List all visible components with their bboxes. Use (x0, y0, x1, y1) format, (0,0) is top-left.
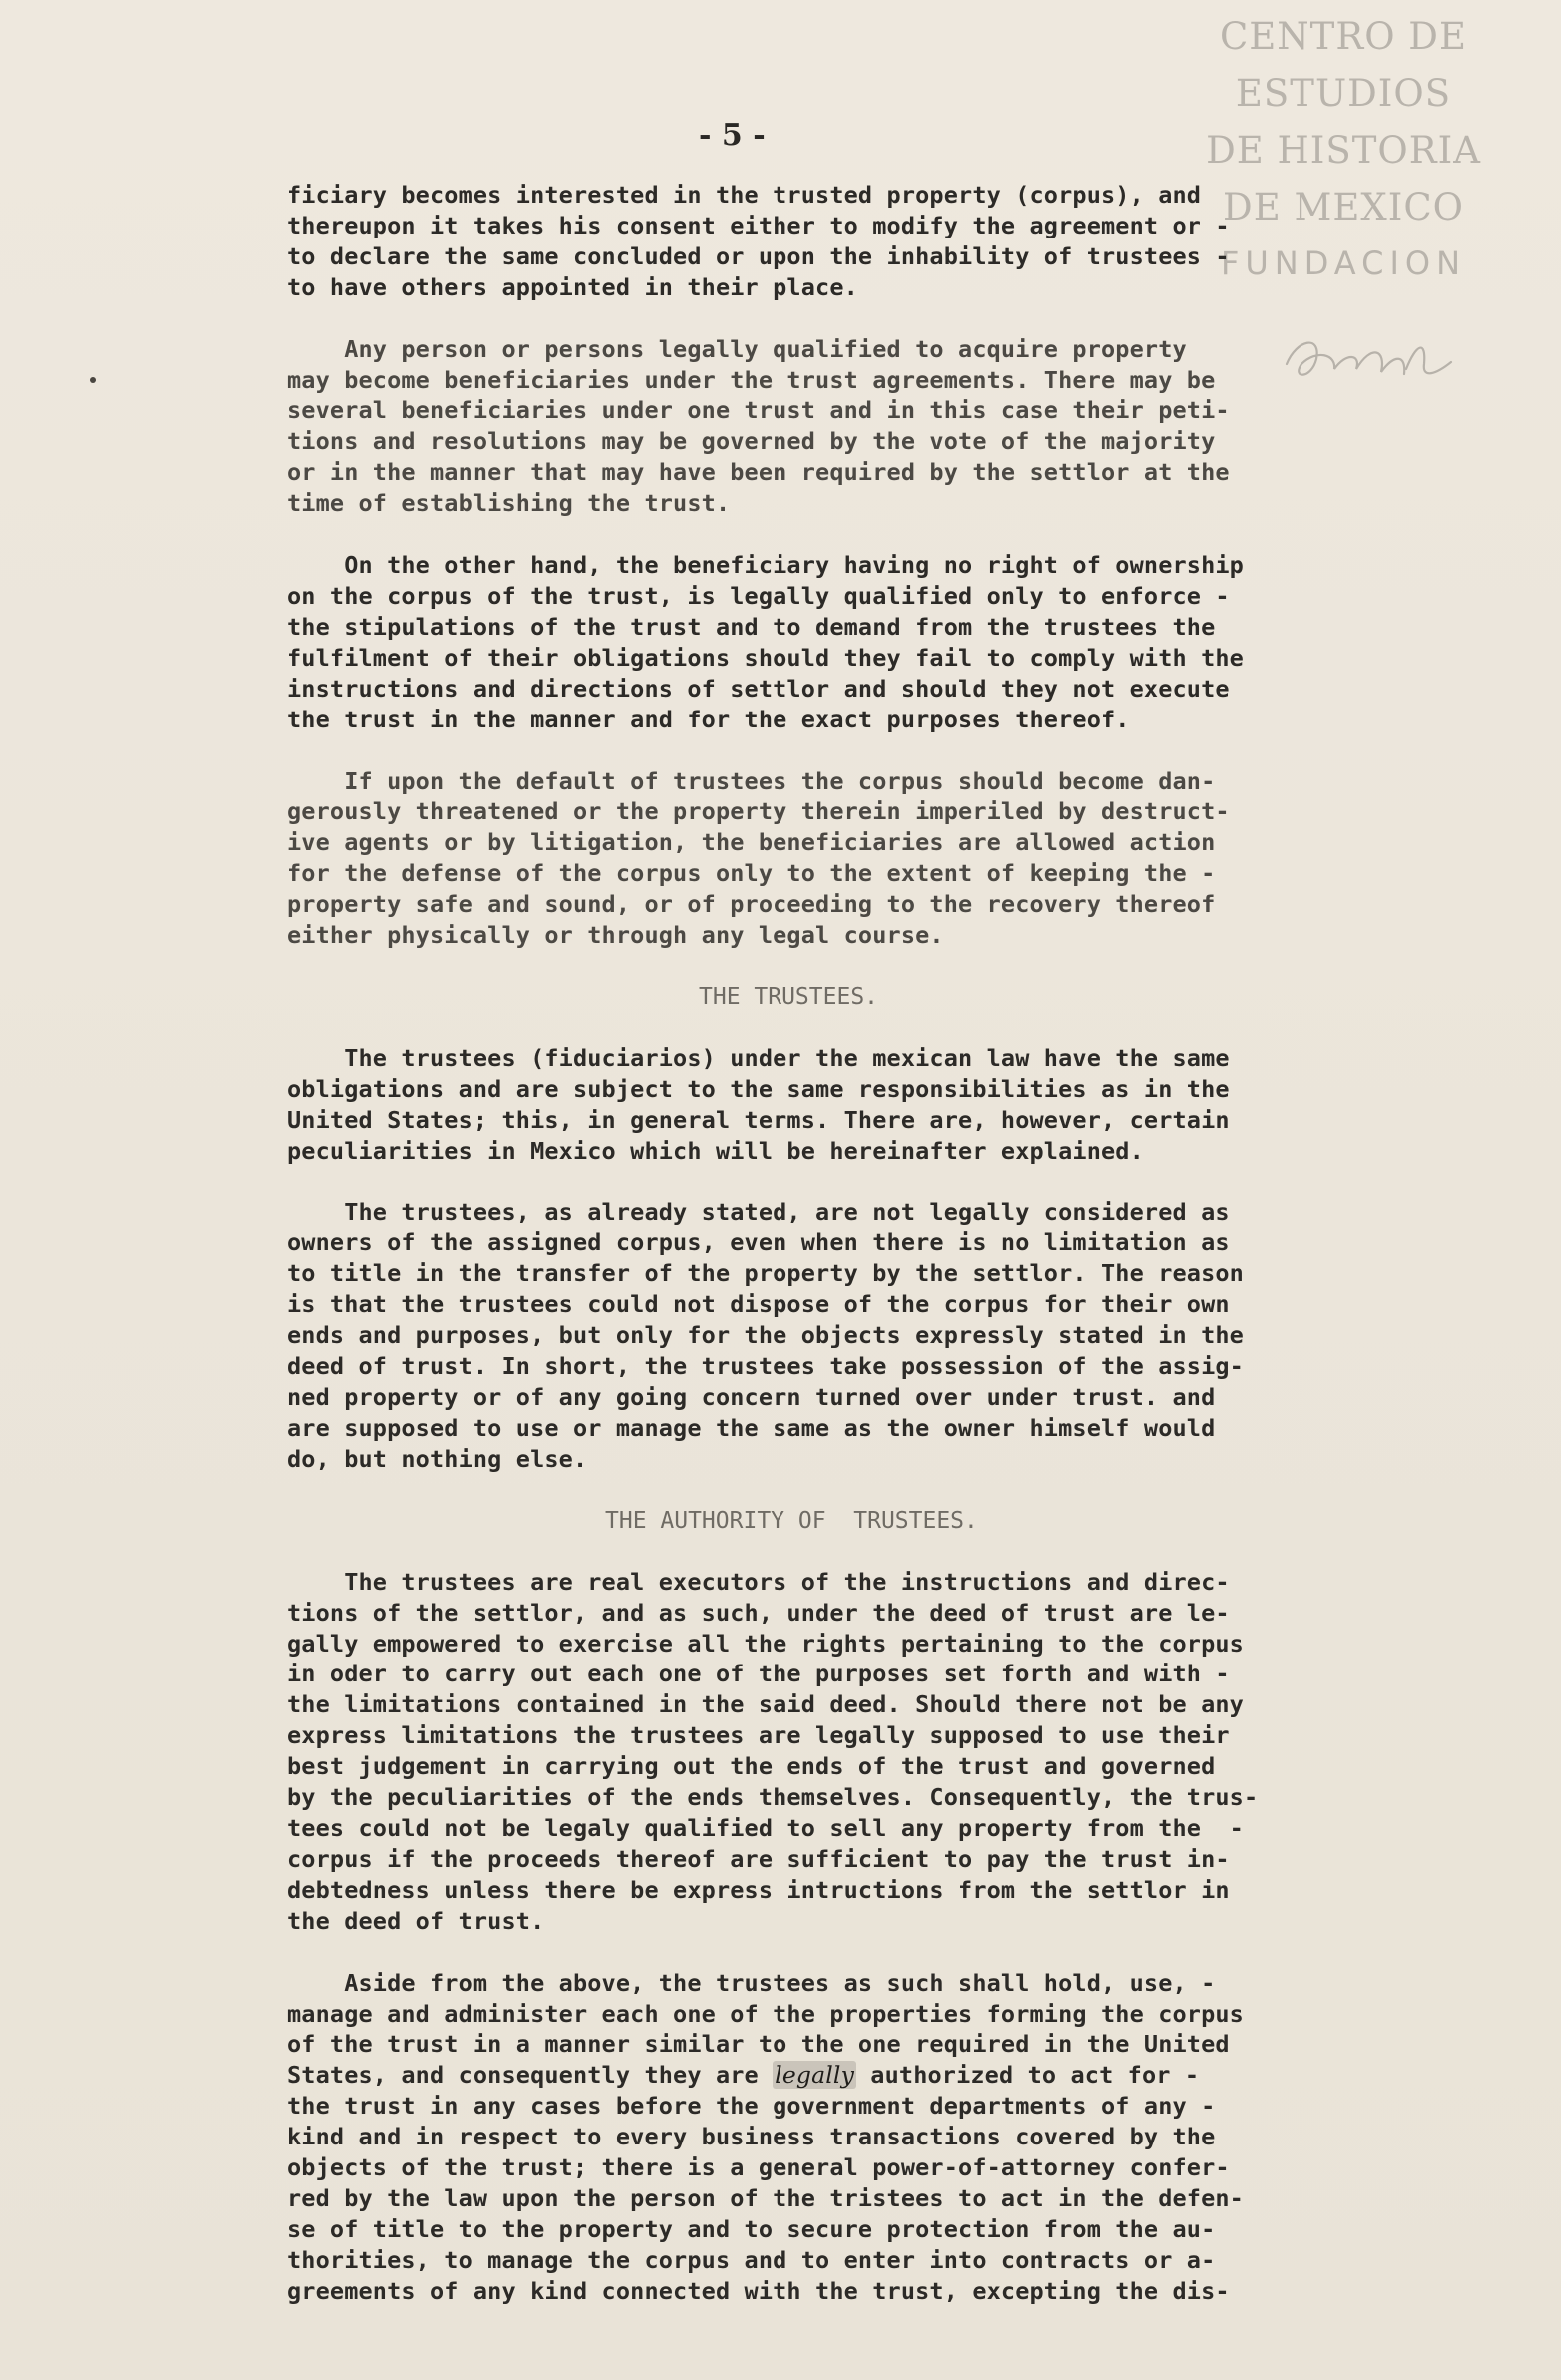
text-line: deed of trust. In short, the trustees take possession of the assig- (287, 1352, 1244, 1381)
text-line: instructions and directions of settlor and should they not execute (287, 674, 1230, 703)
text-line: are supposed to use or manage the same as the owner himself would (287, 1413, 1216, 1442)
text-line: ends and purposes, but only for the objects expressly stated in the (287, 1321, 1244, 1350)
text-fragment: States, and consequently they are (287, 2061, 759, 2090)
text-line: manage and administer each one of the properties forming the corpus (287, 1999, 1244, 2028)
text-line: tions and resolutions may be governed by the vote of the majority (287, 427, 1216, 456)
text-line: corpus if the proceeds thereof are sufficient to pay the trust in- (287, 1844, 1230, 1873)
text-line: gerously threatened or the property therein imperiled by destruct- (287, 797, 1230, 826)
text-line: The trustees, as already stated, are not legally considered as (287, 1197, 1230, 1226)
text-line: gally empowered to exercise all the rights pertaining to the corpus (287, 1629, 1244, 1658)
text-line: to declare the same concluded or upon the inhability of trustees - (287, 241, 1230, 270)
text-line: ficiary becomes interested in the trusted property (corpus), and (287, 181, 1202, 209)
paragraph (287, 1968, 1547, 2307)
watermark-line: DE HISTORIA (1206, 129, 1481, 172)
text-line: tions of the settlor, and as such, under the deed of trust are le- (287, 1598, 1230, 1627)
text-line: ive agents or by litigation, the beneficiaries are allowed action (287, 828, 1216, 857)
text-line: several beneficiaries under one trust and in this case their peti- (287, 396, 1230, 425)
text-line: in oder to carry out each one of the purposes set forth and with - (287, 1660, 1230, 1688)
page-number: - 5 - (699, 118, 766, 153)
text-line: property safe and sound, or of proceeding to the recovery thereof (287, 890, 1216, 919)
text-line: of the trust in a manner similar to the one required in the United (287, 2030, 1230, 2059)
text-line: or in the manner that may have been required by the settlor at the (287, 458, 1230, 487)
text-line: to title in the transfer of the property by the settlor. The reason (287, 1259, 1244, 1288)
document-body (287, 180, 1547, 2338)
text-line: The trustees (fiduciarios) under the mexican law have the same (287, 1043, 1230, 1072)
paragraph (287, 334, 1547, 519)
text-line: se of title to the property and to secure protection from the au- (287, 2214, 1216, 2243)
text-line: thereupon it takes his consent either to modify the agreement or - (287, 211, 1230, 239)
watermark-line: CENTRO DE (1219, 15, 1467, 58)
text-line: for the defense of the corpus only to the extent of keeping the - (287, 859, 1216, 888)
text-line: tees could not be legaly qualified to sell any property from the - (287, 1813, 1244, 1842)
section-heading-trustees: THE TRUSTEES. (699, 983, 879, 1010)
paragraph (287, 180, 1547, 303)
text-line: the trust in the manner and for the exact purposes thereof. (287, 705, 1130, 733)
watermark-line: DE MEXICO (1223, 186, 1464, 229)
section-heading-authority: THE AUTHORITY OF TRUSTEES. (605, 1507, 978, 1534)
text-line: kind and in respect to every business transactions covered by the (287, 2123, 1216, 2151)
text-line: On the other hand, the beneficiary having no right of ownership (287, 551, 1244, 580)
text-line: The trustees are real executors of the instructions and direc- (287, 1567, 1230, 1596)
paragraph (287, 1197, 1547, 1475)
text-line: owners of the assigned corpus, even when there is no limitation as (287, 1228, 1230, 1257)
text-line: If upon the default of trustees the corpus should become dan- (287, 766, 1216, 795)
text-line: greements of any kind connected with the trust, excepting the dis- (287, 2276, 1230, 2305)
text-line-with-insertion (287, 2060, 1547, 2091)
text-fragment: authorized to act for - (856, 2061, 1200, 2090)
margin-dot (90, 377, 96, 383)
text-line: debtedness unless there be express intructions from the settlor in (287, 1875, 1230, 1904)
paragraph (287, 766, 1547, 951)
handwritten-insertion: legally (775, 2061, 854, 2090)
text-line: best judgement in carrying out the ends of the trust and governed (287, 1752, 1216, 1781)
text-line: do, but nothing else. (287, 1444, 588, 1473)
text-line: the deed of trust. (287, 1906, 545, 1935)
text-line: Aside from the above, the trustees as such shall hold, use, - (287, 1968, 1216, 1997)
text-line: is that the trustees could not dispose of the corpus for their own (287, 1290, 1230, 1319)
text-line: on the corpus of the trust, is legally qualified only to enforce - (287, 581, 1230, 610)
watermark-line: FUNDACION (1220, 244, 1467, 282)
text-line: may become beneficiaries under the trust agreements. There may be (287, 365, 1216, 394)
paragraph (287, 1043, 1547, 1167)
paragraph (287, 1567, 1547, 1937)
text-line: by the peculiarities of the ends themselves. Consequently, the trus- (287, 1783, 1259, 1812)
text-line: to have others appointed in their place. (287, 272, 858, 301)
text-line: objects of the trust; there is a general power-of-attorney confer- (287, 2153, 1230, 2182)
text-line: Any person or persons legally qualified to acquire property (287, 334, 1187, 363)
text-line: the trust in any cases before the government departments of any - (287, 2092, 1216, 2121)
text-line: fulfilment of their obligations should they fail to comply with the (287, 643, 1244, 672)
text-line: ned property or of any going concern turned over under trust. and (287, 1383, 1216, 1411)
text-line: United States; this, in general terms. There are, however, certain (287, 1105, 1230, 1134)
text-line: either physically or through any legal course. (287, 921, 944, 950)
text-line: the limitations contained in the said deed. Should there not be any (287, 1690, 1244, 1719)
watermark-line: ESTUDIOS (1235, 72, 1452, 115)
text-line: obligations and are subject to the same responsibilities as in the (287, 1074, 1230, 1103)
text-line: red by the law upon the person of the tristees to act in the defen- (287, 2183, 1244, 2212)
text-line: peculiarities in Mexico which will be hereinafter explained. (287, 1136, 1144, 1165)
text-line: express limitations the trustees are legally supposed to use their (287, 1721, 1230, 1750)
paragraph (287, 550, 1547, 734)
text-line: time of establishing the trust. (287, 489, 731, 518)
text-line: thorities, to manage the corpus and to enter into contracts or a- (287, 2245, 1216, 2274)
text-line: the stipulations of the trust and to demand from the trustees the (287, 612, 1216, 641)
